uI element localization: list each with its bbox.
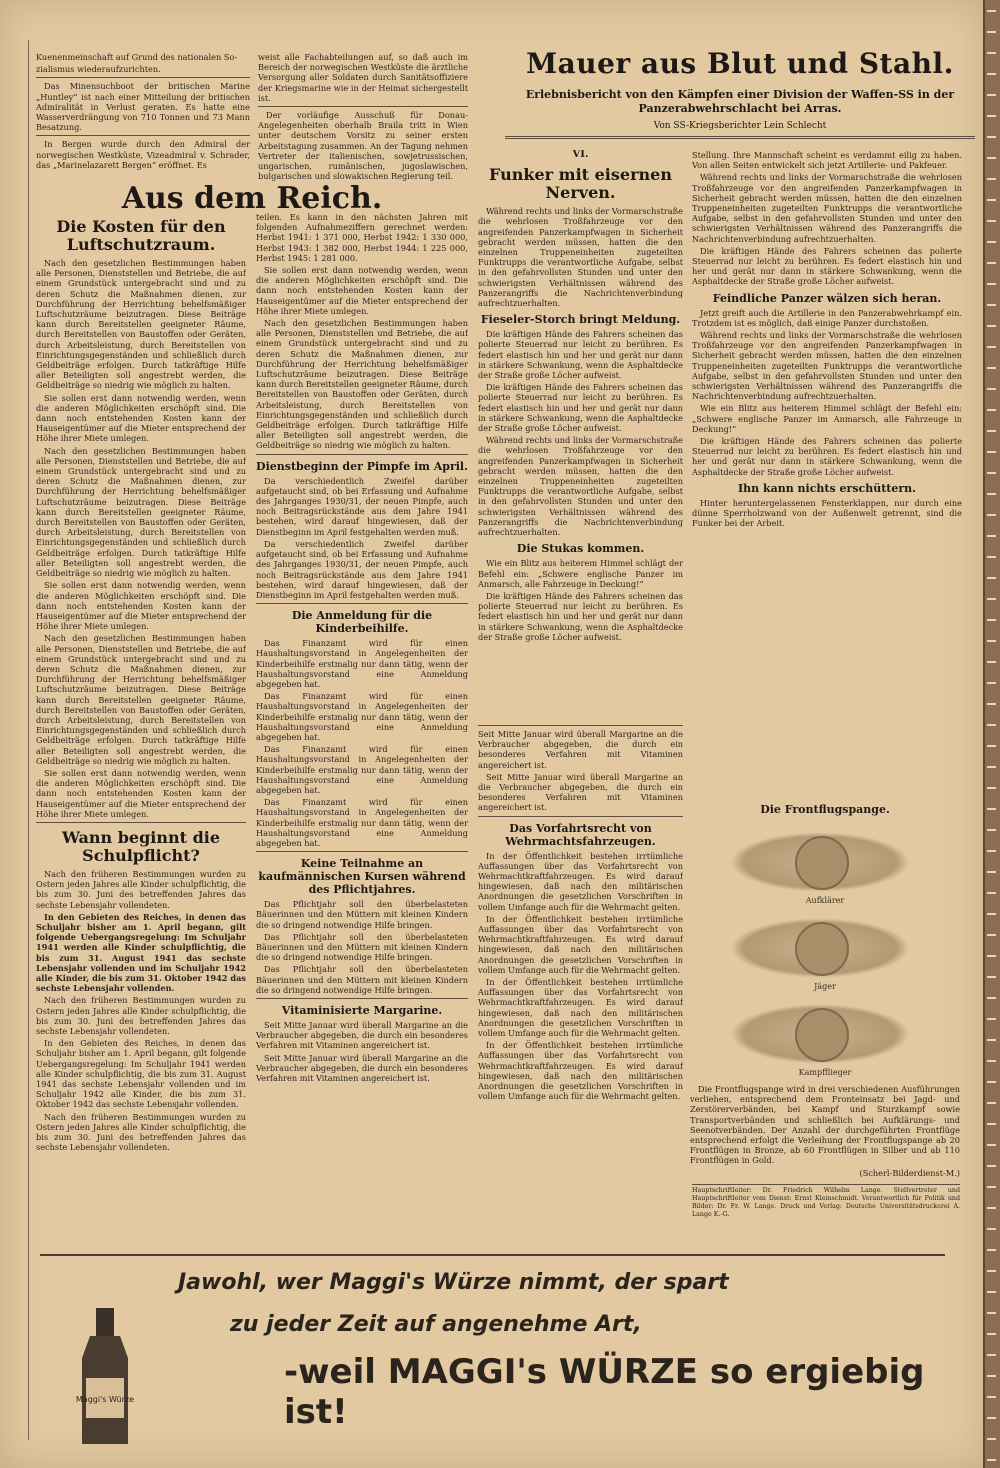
ruler-tick (987, 850, 996, 852)
badge-text-block (690, 1084, 960, 1180)
badge-label: Aufklärer (805, 896, 845, 905)
article-paragraph: In der Öffentlichkeit bestehen irrtümliche Auffassungen über das Vorfahrtsrecht von Wehrmachtkraftfahrzeugen. Es wird darauf hingewiesen, daß nach den militärischen Anordnungen die gesetzlichen Vorschriften in vollem Umfange auch für die Wehrmacht gelten. (478, 913, 683, 975)
article-paragraph: Das Pflichtjahr soll den überbelasteten Bäuerinnen und den Müttern mit kleinen Kindern die so dringend notwendige Hilfe bringen. (256, 899, 468, 930)
article-paragraph: Seit Mitte Januar wird überall Margarine an die Verbraucher abgegeben, die durch ein besonderes Verfahren mit Vitaminen angereichert ist. (478, 771, 683, 813)
article-paragraph: Das Finanzamt wird für einen Haushaltungsvorstand in Angelegenheiten der Kinderbeihilfe erstmalig nur dann tätig, wenn der Haushaltungsvorstand eine Anmeldung abgegeben hat. (256, 638, 468, 689)
ruler-tick (987, 1039, 996, 1041)
feature-masthead (505, 48, 975, 143)
feature-subtitle: Erlebnisbericht von den Kämpfen einer Division der Waffen-SS in der Panzerabwehrschlacht bei Arras. (525, 88, 955, 115)
article-paragraph: Nach den gesetzlichen Bestimmungen haben alle Personen, Dienststellen und Betriebe, die auf einem Grundstück untergebracht sind und zu deren Schutz die Maßnahmen dienen, zur Durchführung der Herrichtung behelfsmäßiger Luftschutzräume beizutragen. Diese Beiträge kann durch Bereitstellen geeigneter Räume, durch Bereitstellen von Baustoffen oder Geräten, durch Arbeitsleistung, durch Bereitstellen von Einrichtungsgegenständen und schließlich durch Geldbeiträge erfolgen. Durch tatkräftige Hilfe aller Beteiligten soll angestrebt werden, die Geldbeiträge so niedrig wie möglich zu halten. (36, 445, 246, 579)
article-paragraph: Während rechts und links der Vormarschstraße die wehrlosen Troßfahrzeuge vor den angreifenden Panzerkampfwagen in Sicherheit gebracht werden müssen, hatten die den einzelnen Truppeneinheiten zugeteilten Funktrupps die verantwortliche Aufgabe, selbst in den gefahrvollsten Stunden und unter den schwierigsten Verhältnissen während des Panzerangriffs die Nachrichtenverbindung aufrechtzuerhalten. (478, 435, 683, 538)
article-paragraph: Jetzt greift auch die Artillerie in den Panzerabwehrkampf ein. Trotzdem ist es möglich, daß einige Panzer durchstoßen. (692, 307, 962, 328)
frontflugspange-box (690, 798, 960, 1230)
divider (36, 135, 250, 136)
ruler-tick (987, 892, 996, 894)
article-paragraph: Die kräftigen Hände des Fahrers scheinen das polierte Steuerrad nur leicht zu berühren. Es federt elastisch hin und her und gerät nur dann in stärkere Schwankung, wenn die Asphaltdecke der Straße große Löcher aufweist. (478, 382, 683, 434)
article-paragraph: Die kräftigen Hände des Fahrers scheinen das polierte Steuerrad nur leicht zu berühren. Es federt elastisch hin und her und gerät nur dann in stärkere Schwankung, wenn die Asphaltdecke der Straße große Löcher aufweist. (692, 245, 962, 287)
badge-jaeger-image (730, 918, 910, 978)
ruler-tick (987, 1249, 996, 1251)
article-paragraph: Das Finanzamt wird für einen Haushaltungsvorstand in Angelegenheiten der Kinderbeihilfe erstmalig nur dann tätig, wenn der Haushaltungsvorstand eine Anmeldung abgegeben hat. (256, 797, 468, 848)
badge-label: Kampfflieger (798, 1068, 852, 1077)
ruler-tick (987, 535, 996, 537)
ruler-tick (987, 703, 996, 705)
ruler-tick (987, 31, 996, 33)
maggi-advert (40, 1254, 945, 1456)
divider (36, 77, 250, 78)
article-paragraph: Die kräftigen Hände des Fahrers scheinen das polierte Steuerrad nur leicht zu berühren. Es federt elastisch hin und her und gerät nur dann in stärkere Schwankung, wenn die Asphaltdecke der Straße große Löcher aufweist. (692, 436, 962, 477)
ruler-tick (987, 409, 996, 411)
section-title-stukas: Die Stukas kommen. (516, 542, 645, 556)
article-paragraph: teilen. Es kann in den nächsten Jahren mit folgenden Aufnahmeziffern gerechnet werden: Herbst 1941: 1 371 000, Herbst 1942: 1 330 000, Herbst 1943: 1 382 000, Herbst 1944: 1 225 000, Herbst 1945: 1 281 000. (256, 212, 468, 263)
article-paragraph: Nach den früheren Bestimmungen wurden zu Ostern jeden Jahres alle Kinder schulpflichtig, die bis zum 30. Juni des betreffenden Jahres das sechste Lebensjahr vollendeten. (36, 995, 246, 1037)
ruler-tick (987, 1354, 996, 1356)
ruler-tick (987, 1333, 996, 1335)
article-paragraph: Sie sollen erst dann notwendig werden, wenn die anderen Möglichkeiten erschöpft sind. Die dann noch entstehenden Kosten kann der Hauseigentümer auf die Mieter entsprechend der Höhe ihrer Miete umlegen. (36, 767, 246, 819)
ruler-tick (987, 10, 996, 12)
feature-part: VI. (572, 150, 589, 160)
article-paragraph: Seit Mitte Januar wird überall Margarine an die Verbraucher abgegeben, die durch ein besonderes Verfahren mit Vitaminen angereichert ist. (256, 1052, 468, 1084)
ruler-tick (987, 262, 996, 264)
ruler-tick (987, 955, 996, 957)
ruler-tick (987, 871, 996, 873)
article-title-luftschutz: Die Kosten für den Luftschutzraum. (56, 217, 226, 254)
ruler-tick (987, 724, 996, 726)
article-paragraph: In den Gebieten des Reiches, in denen das Schuljahr bisher am 1. April begann, gilt folgende Uebergangsregelung: Im Schuljahr 1941 werden alle Kinder schulpflichtig, die bis zum 31. August 1941 das sechste Lebensjahr vollenden und im Schuljahr 1942 alle Kinder, die bis zum 31. Oktober 1942 das sechste Lebensjahr vollenden. (36, 1038, 246, 1110)
article-title-schulpflicht: Wann beginnt die Schulpflicht? (61, 827, 221, 865)
ruler-tick (987, 1228, 996, 1230)
ruler-tick (987, 1270, 996, 1272)
ruler-tick (987, 1060, 996, 1062)
article-paragraph: Wie ein Blitz aus heiterem Himmel schlägt der Befehl ein: „Schwere englische Panzer im Anmarsch, alle Fahrzeuge in Deckung!“ (692, 403, 962, 434)
ruler-tick (987, 1018, 996, 1020)
article-paragraph: Während rechts und links der Vormarschstraße die wehrlosen Troßfahrzeuge vor den angreifenden Panzerkampfwagen in Sicherheit gebracht werden müssen, hatten die den einzelnen Truppeneinheiten zugeteilten Funktrupps die verantwortliche Aufgabe, selbst in den gefahrvollsten Stunden und unter den schwierigsten Verhältnissen während des Panzerangriffs die Nachrichtenverbindung aufrechtzuerhalten. (478, 206, 683, 309)
ruler-tick (987, 1396, 996, 1398)
article-title-pimpfe: Dienstbeginn der Pimpfe im April. (256, 459, 468, 473)
ruler-tick (987, 1291, 996, 1293)
ruler-tick (987, 1417, 996, 1419)
ruler-tick (987, 1165, 996, 1167)
badge-label: Jäger (814, 982, 836, 991)
ruler-tick (987, 451, 996, 453)
column-1 (36, 212, 246, 1247)
ruler-tick (987, 934, 996, 936)
divider (256, 603, 468, 604)
feature-column-a (478, 150, 683, 718)
article-title-margarine: Vitaminisierte Margarine. (281, 1004, 443, 1017)
article-title-kinderbeihilfe: Die Anmeldung für die Kinderbeihilfe. (291, 609, 433, 636)
article-paragraph: Das Finanzamt wird für einen Haushaltungsvorstand in Angelegenheiten der Kinderbeihilfe erstmalig nur dann tätig, wenn der Haushaltungsvorstand eine Anmeldung abgegeben hat. (256, 744, 468, 795)
ruler-tick (987, 619, 996, 621)
article-paragraph: Nach den früheren Bestimmungen wurden zu Ostern jeden Jahres alle Kinder schulpflichtig, die bis zum 30. Juni des betreffenden Jahres das sechste Lebensjahr vollendeten. (36, 1111, 246, 1153)
article-paragraph: Die kräftigen Hände des Fahrers scheinen das polierte Steuerrad nur leicht zu berühren. Es federt elastisch hin und her und gerät nur dann in stärkere Schwankung, wenn die Asphaltdecke der Straße große Löcher aufweist. (478, 329, 683, 381)
section-title-funker: Funker mit eisernen Nerven. (489, 165, 672, 203)
article-title-frontflugspange: Die Frontflugspange. (760, 803, 890, 816)
ruler-tick (987, 1312, 996, 1314)
article-paragraph: Da verschiedentlich Zweifel darüber aufgetaucht sind, ob bei Erfassung und Aufnahme des Jahrganges 1930/31, der neuen Pimpfe, auch noch Beitragsrückstände aus dem Jahre 1941 bestehen, wird darauf hingewiesen, daß der Dienstbeginn im April festgehalten werden muß. (256, 538, 468, 600)
article-paragraph: Das Pflichtjahr soll den überbelasteten Bäuerinnen und den Müttern mit kleinen Kindern die so dringend notwendige Hilfe bringen. (256, 964, 468, 995)
notice-danube: Der vorläufige Ausschuß für Donau-Angelegenheiten oberhalb Braila tritt in Wien unter deutschem Vorsitz zu seiner ersten Arbeitstagung zusammen. An der Tagung nehmen Vertreter der italienischen, sowjetrussischen, ungarischen, rumänischen, jugoslawischen, bulgarischen und slowakischen Regierung teil. (258, 110, 468, 182)
ruler-tick (987, 283, 996, 285)
advert-line-2: zu jeder Zeit auf angenehme Art, (230, 1312, 642, 1337)
column-2 (256, 212, 468, 1247)
ruler-tick (987, 514, 996, 516)
divider (256, 998, 468, 999)
ruler-tick (987, 1186, 996, 1188)
article-paragraph: Während rechts und links der Vormarschstraße die wehrlosen Troßfahrzeuge vor den angreifenden Panzerkampfwagen in Sicherheit gebracht werden müssen, hatten die den einzelnen Truppeneinheiten zugeteilten Funktrupps die verantwortliche Aufgabe, selbst in den gefahrvollsten Stunden und unter den schwierigsten Verhältnissen während des Panzerangriffs die Nachrichtenverbindung aufrechtzuerhalten. (692, 172, 962, 244)
fragment-line: zialismus wiederaufzurichten. (36, 64, 161, 75)
page-edge-ruler (983, 0, 1000, 1468)
ruler-tick (987, 913, 996, 915)
article-paragraph: Seit Mitte Januar wird überall Margarine an die Verbraucher abgegeben, die durch ein besonderes Verfahren mit Vitaminen angereichert ist. (256, 1020, 468, 1051)
article-paragraph: In der Öffentlichkeit bestehen irrtümliche Auffassungen über das Vorfahrtsrecht von Wehrmachtkraftfahrzeugen. Es wird darauf hingewiesen, daß nach den militärischen Anordnungen die gesetzlichen Vorschriften in vollem Umfange auch für die Wehrmacht gelten. (478, 977, 683, 1039)
article-paragraph: Nach den gesetzlichen Bestimmungen haben alle Personen, Dienststellen und Betriebe, die auf einem Grundstück untergebracht sind und zu deren Schutz die Maßnahmen dienen, zur Durchführung der Herrichtung behelfsmäßiger Luftschutzräume beizutragen. Diese Beiträge kann durch Bereitstellen geeigneter Räume, durch Bereitstellen von Baustoffen oder Geräten, durch Arbeitsleistung, durch Bereitstellen von Einrichtungsgegenständen und schließlich durch Geldbeiträge erfolgen. Durch tatkräftige Hilfe aller Beteiligten soll angestrebt werden, die Geldbeiträge so niedrig wie möglich zu halten. (36, 258, 246, 391)
maggi-bottle-image (68, 1308, 142, 1448)
ruler-tick (987, 73, 996, 75)
ruler-tick (987, 640, 996, 642)
fragment-line: Kuenenmeinschaft auf Grund des nationalen So- (36, 52, 238, 62)
ruler-tick (987, 346, 996, 348)
article-paragraph: Nach den gesetzlichen Bestimmungen haben alle Personen, Dienststellen und Betriebe, die auf einem Grundstück untergebracht sind und zu deren Schutz die Maßnahmen dienen, zur Durchführung der Herrichtung behelfsmäßiger Luftschutzräume beizutragen. Diese Beiträge kann durch Bereitstellen geeigneter Räume, durch Bereitstellen von Baustoffen oder Geräten, durch Arbeitsleistung, durch Bereitstellen von Einrichtungsgegenständen und schließlich durch Geldbeiträge erfolgen. Durch tatkräftige Hilfe aller Beteiligten soll angestrebt werden, die Geldbeiträge so niedrig wie möglich zu halten. (256, 318, 468, 451)
advert-line-1: Jawohl, wer Maggi's Würze nimmt, der spart (178, 1270, 729, 1295)
article-paragraph: Hinter heruntergelassenen Fensterklappen, nur durch eine dünne Sperrholzwand von der Außenwelt getrennt, sind die Funker bei der Arbeit. (692, 497, 962, 529)
article-paragraph: Sie sollen erst dann notwendig werden, wenn die anderen Möglichkeiten erschöpft sind. Die dann noch entstehenden Kosten kann der Hauseigentümer auf die Mieter entsprechend der Höhe ihrer Miete umlegen. (36, 580, 246, 632)
notice-bergen: In Bergen wurde durch den Admiral der norwegischen Westküste, Vizeadmiral v. Schrader, das „Marinelazarett Bergen“ eröffnet. Es (36, 139, 250, 170)
feature-column-c (478, 722, 683, 1247)
ruler-tick (987, 157, 996, 159)
adjacent-page-strip (0, 40, 29, 1440)
ruler-tick (987, 997, 996, 999)
ruler-tick (987, 556, 996, 558)
article-paragraph: Das Finanzamt wird für einen Haushaltungsvorstand in Angelegenheiten der Kinderbeihilfe erstmalig nur dann tätig, wenn der Haushaltungsvorstand eine Anmeldung abgegeben hat. (256, 691, 468, 742)
section-title-erschuettern: Ihn kann nichts erschüttern. (738, 481, 916, 495)
ruler-tick (987, 94, 996, 96)
feature-column-b (692, 150, 962, 718)
article-paragraph: Sie sollen erst dann notwendig werden, wenn die anderen Möglichkeiten erschöpft sind. Die dann noch entstehenden Kosten kann der Hauseigentümer auf die Mieter entsprechend der Höhe ihrer Miete umlegen. (36, 392, 246, 444)
article-paragraph: In der Öffentlichkeit bestehen irrtümliche Auffassungen über das Vorfahrtsrecht von Wehrmachtkraftfahrzeugen. Es wird darauf hingewiesen, daß nach den militärischen Anordnungen die gesetzlichen Vorschriften in vollem Umfange auch für die Wehrmacht gelten. (478, 1040, 683, 1102)
ruler-tick (987, 220, 996, 222)
article-paragraph: Seit Mitte Januar wird überall Margarine an die Verbraucher abgegeben, die durch ein besonderes Verfahren mit Vitaminen angereichert ist. (478, 729, 683, 770)
ruler-tick (987, 493, 996, 495)
divider (256, 454, 468, 455)
ruler-tick (987, 1375, 996, 1377)
ruler-tick (987, 241, 996, 243)
ruler-tick (987, 1207, 996, 1209)
divider (256, 851, 468, 852)
article-paragraph: Die Frontflugspange wird in drei verschiedenen Ausführungen verliehen, entsprechend dem Fronteinsatz bei Jagd- und Zerstörerverbänden, bei Kampf und Sturzkampf sowie Transportverbänden und schließlich bei Aufklärungs- und Seenotverbänden. Der Anzahl der durchgeführten Frontflüge entsprechend erfolgt die Verleihung der Frontflugspange ab 20 Frontflügen in Bronze, ab 60 Frontflügen in Silber und ab 110 Frontflügen in Gold. (690, 1084, 960, 1166)
ruler-tick (987, 682, 996, 684)
article-paragraph: Stellung. Ihre Mannschaft scheint es verdammt eilig zu haben. Von allen Seiten entwickelt sich jetzt Artillerie- und Pakfeuer. (692, 150, 962, 171)
section-title-panzer: Feindliche Panzer wälzen sich heran. (712, 291, 942, 305)
divider (478, 725, 683, 726)
feature-title: Mauer aus Blut und Stahl. (526, 47, 954, 80)
article-paragraph: Das Pflichtjahr soll den überbelasteten Bäuerinnen und den Müttern mit kleinen Kindern die so dringend notwendige Hilfe bringen. (256, 931, 468, 963)
ruler-tick (987, 766, 996, 768)
divider (478, 816, 683, 817)
article-paragraph: In der Öffentlichkeit bestehen irrtümliche Auffassungen über das Vorfahrtsrecht von Wehrmachtkraftfahrzeugen. Es wird darauf hingewiesen, daß nach den militärischen Anordnungen die gesetzlichen Vorschriften in vollem Umfange auch für die Wehrmacht gelten. (478, 850, 683, 912)
ruler-tick (987, 577, 996, 579)
divider (258, 106, 468, 107)
article-paragraph: Sie sollen erst dann notwendig werden, wenn die anderen Möglichkeiten erschöpft sind. Die dann noch entstehenden Kosten kann der Hauseigentümer auf die Mieter entsprechend der Höhe ihrer Miete umlegen. (256, 265, 468, 316)
article-paragraph: Nach den gesetzlichen Bestimmungen haben alle Personen, Dienststellen und Betriebe, die auf einem Grundstück untergebracht sind und zu deren Schutz die Maßnahmen dienen, zur Durchführung der Herrichtung behelfsmäßiger Luftschutzräume beizutragen. Diese Beiträge kann durch Bereitstellen geeigneter Räume, durch Bereitstellen von Baustoffen oder Geräten, durch Arbeitsleistung, durch Bereitstellen von Einrichtungsgegenständen und schließlich durch Geldbeiträge erfolgen. Durch tatkräftige Hilfe aller Beteiligten soll angestrebt werden, die Geldbeiträge so niedrig wie möglich zu halten. (36, 633, 246, 766)
article-title-vorfahrt: Das Vorfahrtsrecht von Wehrmachtsfahrzeugen. (505, 821, 656, 848)
article-title-pflichtjahr: Keine Teilnahme an kaufmännischen Kursen während des Pflichtjahres. (258, 857, 466, 897)
ruler-tick (987, 976, 996, 978)
ruler-tick (987, 178, 996, 180)
impressum: Hauptschriftleiter: Dr. Friedrich Wilhelm Lange. Stellvertreter und Hauptschriftleiter vom Dienst: Ernst Kleinschmidt. Verantwortlich für Politik und Bilder: Dr. Fr. W. Lange. Druck und Verlag: Deutsche Universitätsdruckerei A. Lange K.-G. (692, 1184, 960, 1219)
ruler-tick (987, 304, 996, 306)
section-title-storch: Fieseler-Storch bringt Meldung. (480, 313, 681, 327)
ruler-tick (987, 661, 996, 663)
divider (505, 136, 975, 139)
ruler-tick (987, 787, 996, 789)
ruler-tick (987, 808, 996, 810)
article-paragraph: Nach den früheren Bestimmungen wurden zu Ostern jeden Jahres alle Kinder schulpflichtig, die bis zum 30. Juni des betreffenden Jahres das sechste Lebensjahr vollendeten. (36, 868, 246, 910)
ruler-tick (987, 115, 996, 117)
ruler-tick (987, 52, 996, 54)
ruler-tick (987, 598, 996, 600)
ruler-tick (987, 1123, 996, 1125)
advert-line-3: -weil MAGGI's WÜRZE so ergiebig ist! (284, 1352, 925, 1432)
top-left-fragment (36, 52, 250, 172)
ruler-tick (987, 1459, 996, 1461)
article-paragraph: In den Gebieten des Reiches, in denen das Schuljahr bisher am 1. April begann, gilt folgende Uebergangsregelung: Im Schuljahr 1941 werden alle Kinder schulpflichtig, die bis zum 31. August 1941 das sechste Lebensjahr vollenden und im Schuljahr 1942 alle Kinder, die bis zum 31. Oktober 1942 das sechste Lebensjahr vollenden. (36, 911, 246, 994)
fragment-text: weist alle Fachabteilungen auf, so daß auch im Bereich der norwegischen Westküste die ärztliche Versorgung aller Soldaten durch Sanitätsoffiziere der Kriegsmarine wie in der Heimat sichergestellt ist. (258, 52, 468, 103)
ruler-tick (987, 199, 996, 201)
ruler-tick (987, 325, 996, 327)
ruler-tick (987, 1081, 996, 1083)
ruler-tick (987, 367, 996, 369)
article-paragraph: Die kräftigen Hände des Fahrers scheinen das polierte Steuerrad nur leicht zu berühren. Es federt elastisch hin und her und gerät nur dann in stärkere Schwankung, wenn die Asphaltdecke der Straße große Löcher aufweist. (478, 590, 683, 642)
ruler-tick (987, 1438, 996, 1440)
photo-credit: (Scherl-Bilderdienst-M.) (859, 1167, 960, 1178)
top-mid-fragment (258, 52, 468, 183)
bottle-label: Maggi's Würze (75, 1395, 135, 1404)
divider (36, 822, 246, 823)
notice-minesweeper: Das Minensuchboot der britischen Marine „Huntley“ ist nach einer Mitteilung der britischen Admiralität in Verlust geraten. Es hatte eine Wasserverdrängung von 710 Tonnen und 73 Mann Besatzung. (36, 81, 250, 133)
article-paragraph: Wie ein Blitz aus heiterem Himmel schlägt der Befehl ein: „Schwere englische Panzer im Anmarsch, alle Fahrzeuge in Deckung!“ (478, 558, 683, 589)
ruler-tick (987, 430, 996, 432)
ruler-tick (987, 136, 996, 138)
ruler-tick (987, 1102, 996, 1104)
badge-aufklaerer-image (730, 832, 910, 892)
feature-author: Von SS-Kriegsberichter Lein Schlecht (653, 121, 827, 131)
ruler-tick (987, 388, 996, 390)
article-paragraph: Da verschiedentlich Zweifel darüber aufgetaucht sind, ob bei Erfassung und Aufnahme des Jahrganges 1930/31, der neuen Pimpfe, auch noch Beitragsrückstände aus dem Jahre 1941 bestehen, wird darauf hingewiesen, daß der Dienstbeginn im April festgehalten werden muß. (256, 475, 468, 537)
article-paragraph: Während rechts und links der Vormarschstraße die wehrlosen Troßfahrzeuge vor den angreifenden Panzerkampfwagen in Sicherheit gebracht werden müssen, hatten die den einzelnen Truppeneinheiten zugeteilten Funktrupps die verantwortliche Aufgabe, selbst in den gefahrvollsten Stunden und unter den schwierigsten Verhältnissen während des Panzerangriffs die Nachrichtenverbindung aufrechtzuerhalten. (692, 330, 962, 402)
badge-kampfflieger-image (730, 1004, 910, 1064)
ruler-tick (987, 829, 996, 831)
ruler-tick (987, 472, 996, 474)
section-title: Aus dem Reich. (121, 181, 383, 216)
ruler-tick (987, 1144, 996, 1146)
ruler-tick (987, 745, 996, 747)
